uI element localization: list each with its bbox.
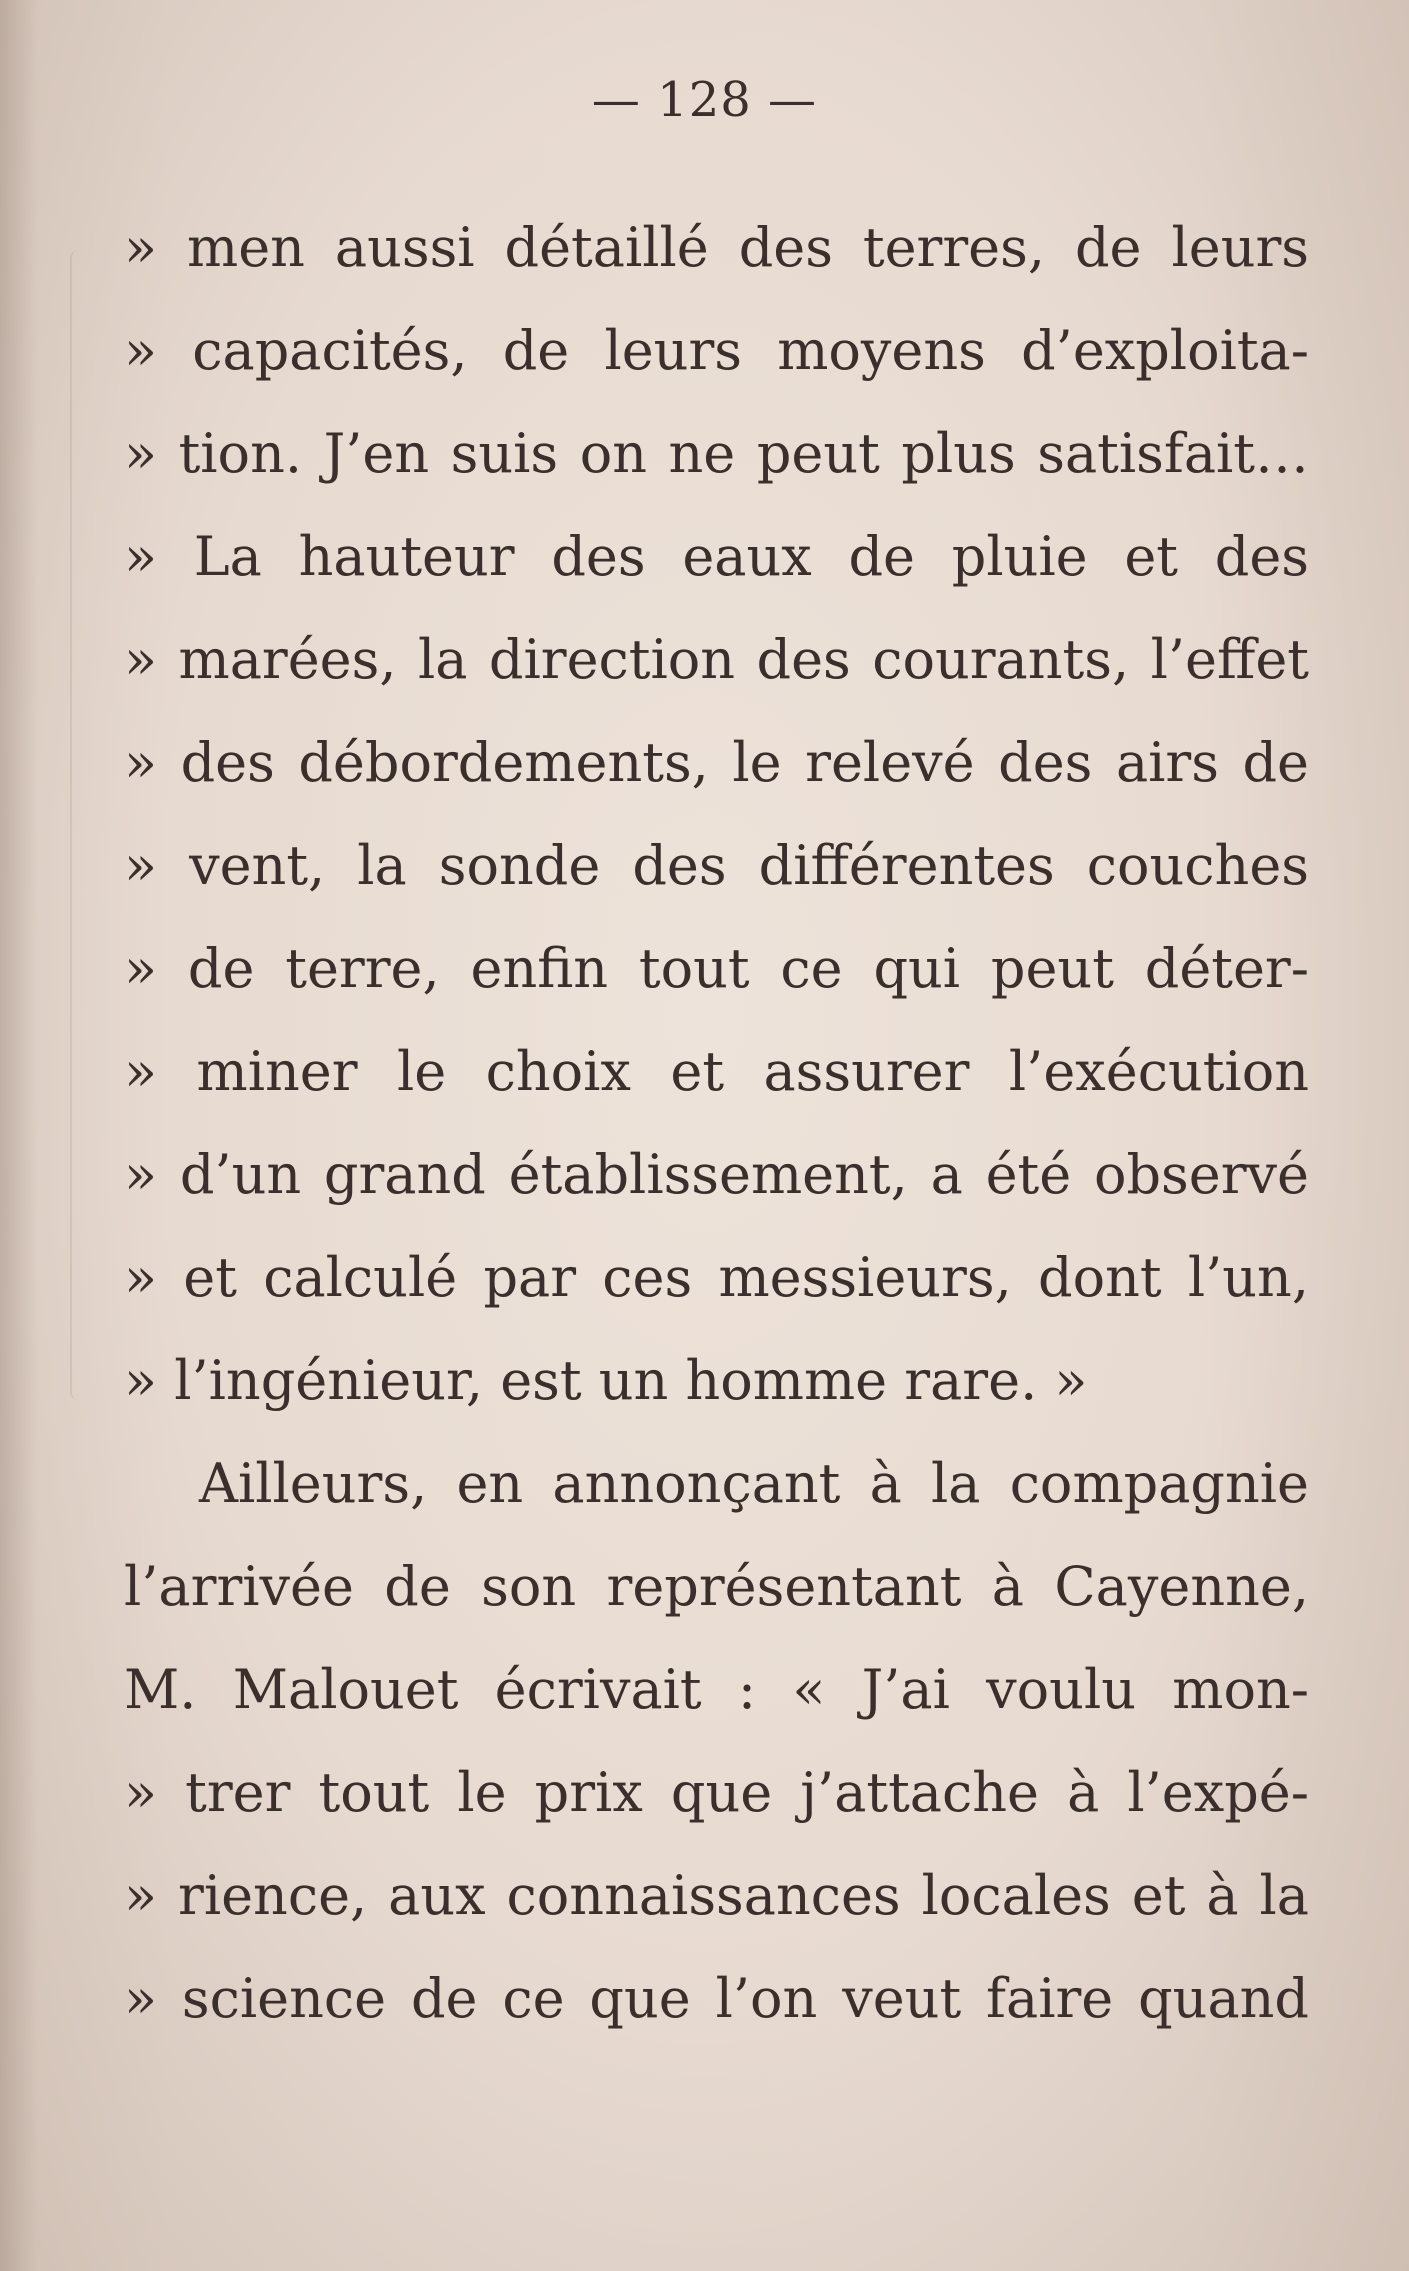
text-line: » men aussi détaillé des terres, de leurs <box>124 216 1309 279</box>
text-line: » La hauteur des eaux de pluie et des <box>124 525 1309 588</box>
text-line: » tion. J’en suis on ne peut plus satisfait… <box>124 422 1309 485</box>
text-line: » science de ce que l’on veut faire quand <box>124 1967 1309 2030</box>
text-line: » l’ingénieur, est un homme rare. » <box>124 1349 1088 1412</box>
text-line: » miner le choix et assurer l’exécution <box>124 1040 1309 1103</box>
text-line: M. Malouet écrivait : « J’ai voulu mon- <box>124 1658 1309 1721</box>
page-number: — 128 — <box>591 72 818 128</box>
text-line: » et calculé par ces messieurs, dont l’un, <box>124 1246 1309 1309</box>
paragraph-first-line: Ailleurs, en annonçant à la compagnie <box>199 1452 1309 1515</box>
text-line: » de terre, enfin tout ce qui peut déter- <box>124 937 1309 1000</box>
text-line: l’arrivée de son représentant à Cayenne, <box>124 1555 1309 1618</box>
text-line: » rience, aux connaissances locales et à la <box>124 1864 1309 1927</box>
text-line: » marées, la direction des courants, l’effet <box>124 628 1309 691</box>
text-line: » vent, la sonde des différentes couches <box>124 834 1309 897</box>
text-line: » capacités, de leurs moyens d’exploita- <box>124 319 1309 382</box>
text-line: » d’un grand établissement, a été observé <box>124 1143 1309 1206</box>
text-line: » des débordements, le relevé des airs de <box>124 731 1309 794</box>
body-text <box>124 208 1309 2062</box>
text-line: » trer tout le prix que j’attache à l’expé- <box>124 1761 1309 1824</box>
